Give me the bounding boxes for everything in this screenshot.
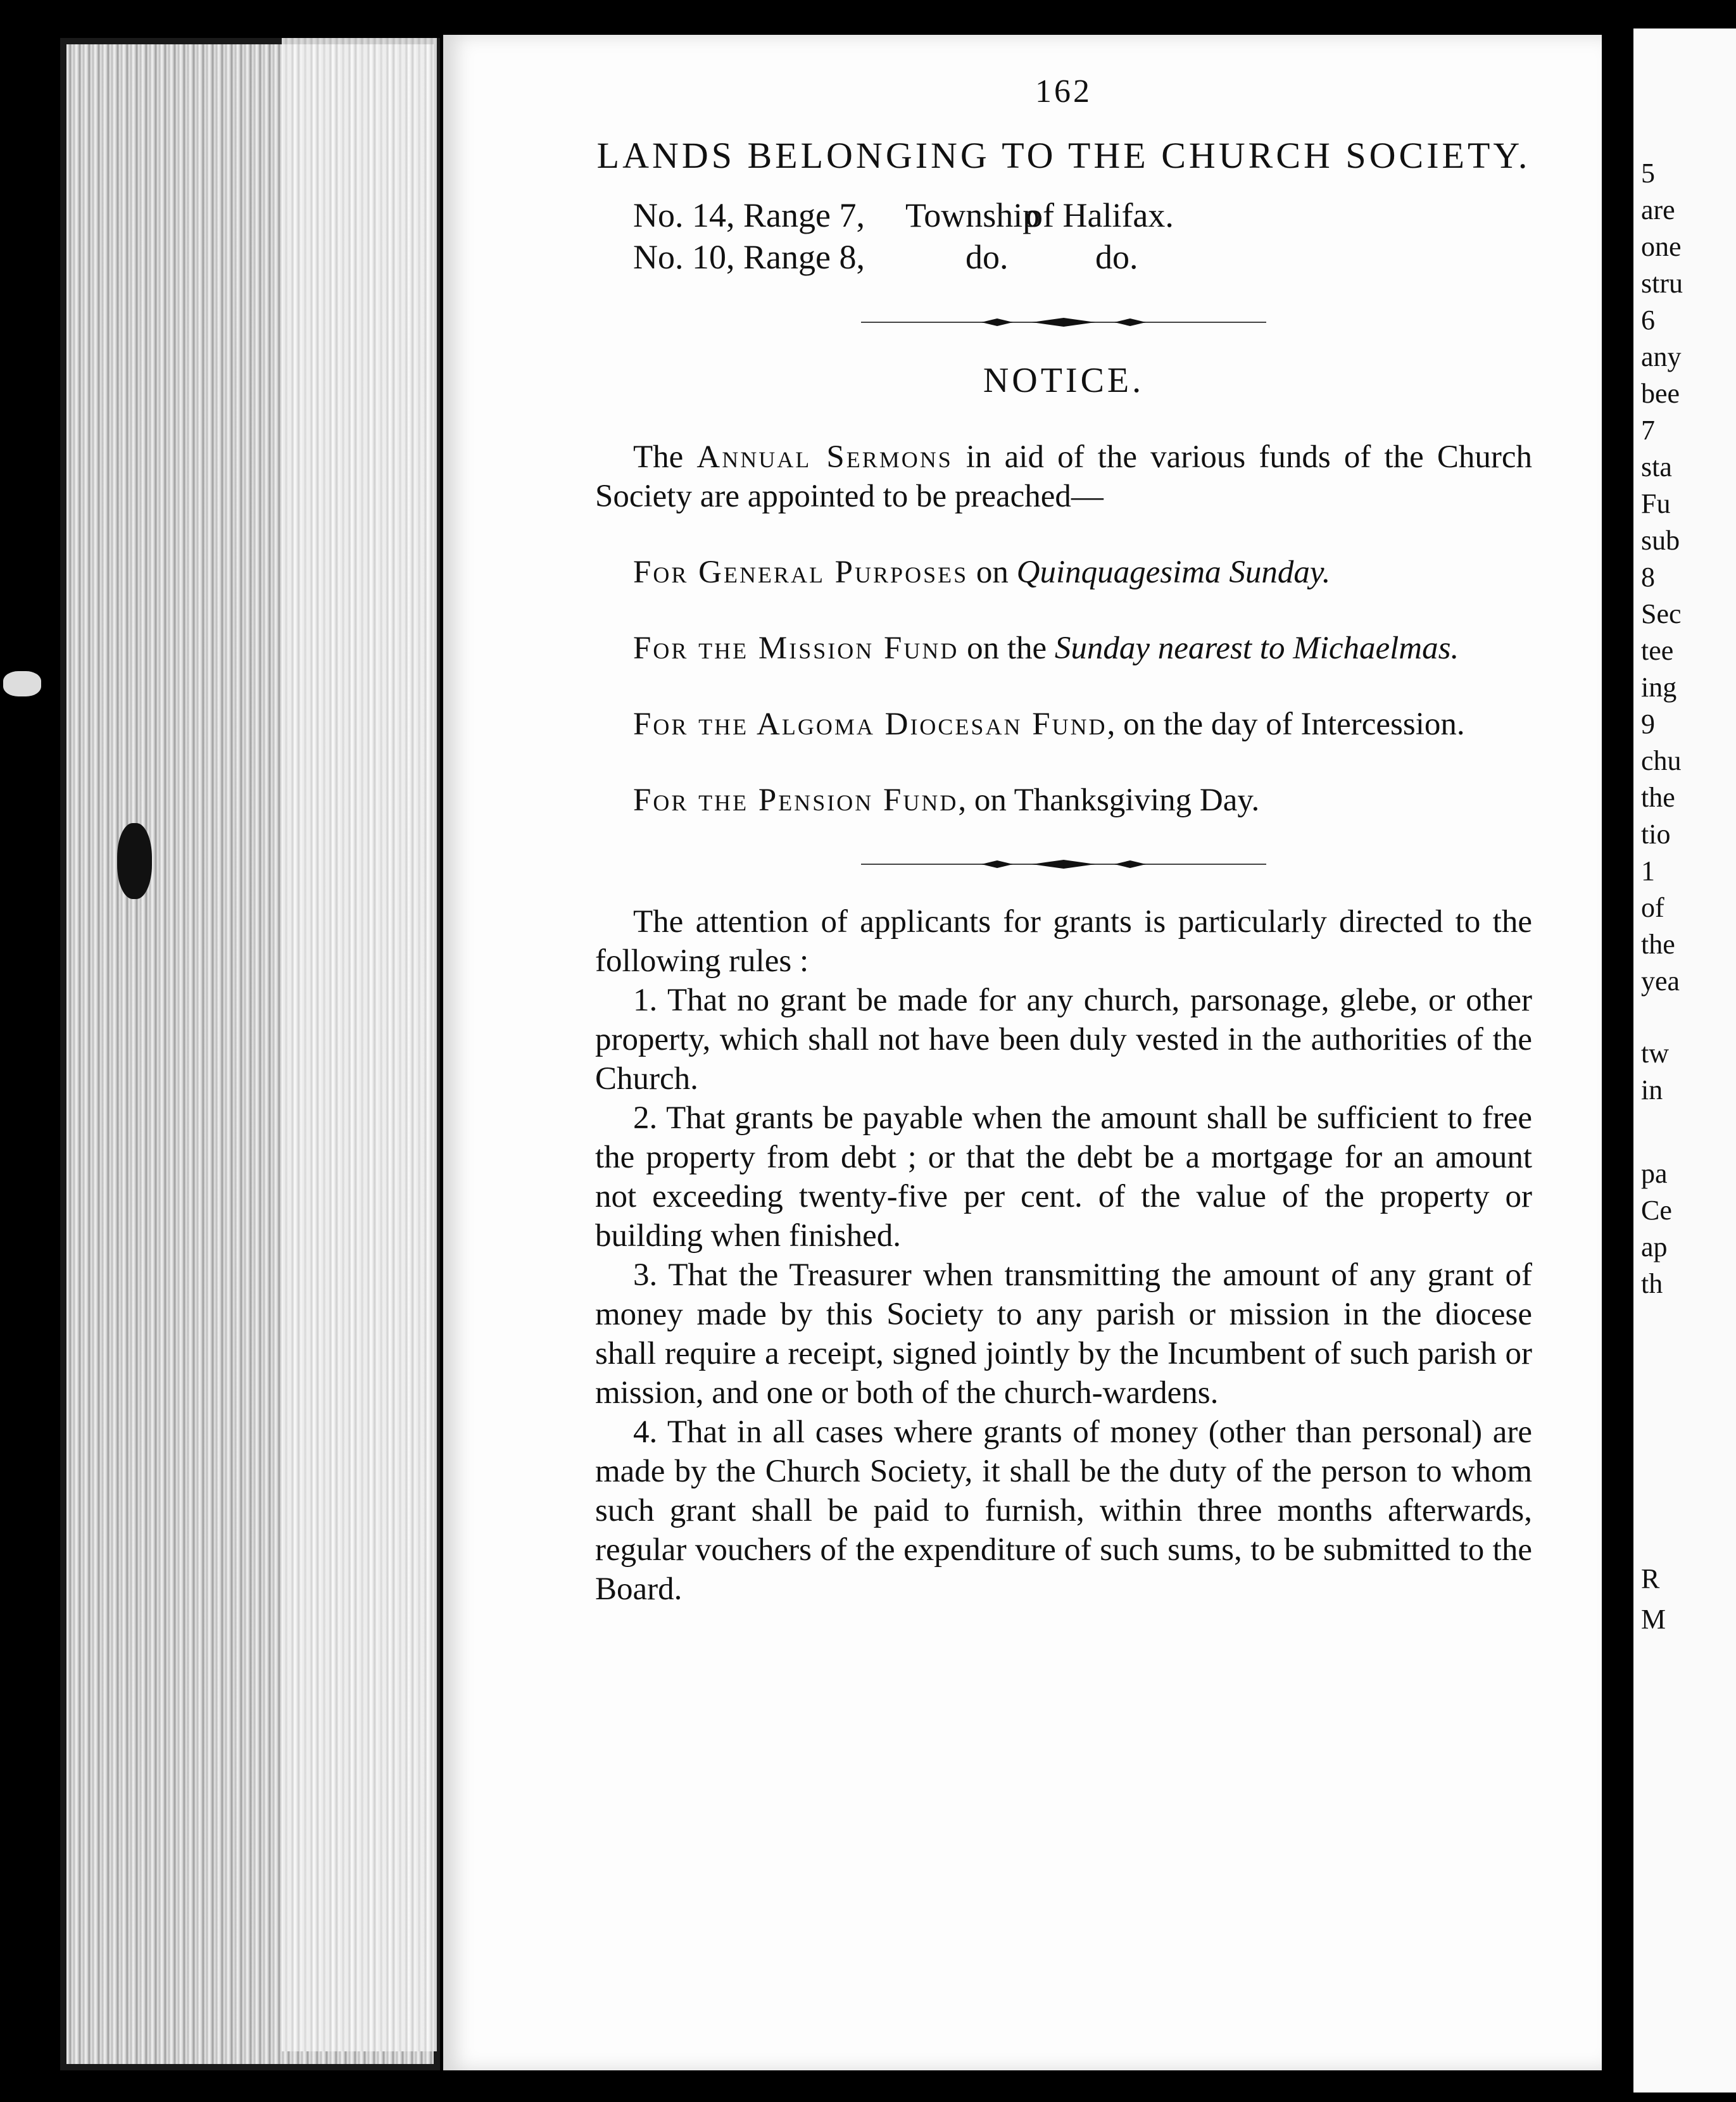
rules-intro: The attention of applicants for grants is particularly directed to the following rules : [595, 904, 1532, 979]
land-lot: No. 14, Range 7, [633, 196, 865, 234]
scan-mark [3, 671, 41, 696]
fragment-text: sub [1641, 525, 1680, 556]
fragment-text: M [1641, 1604, 1666, 1635]
fragment-text: yea [1641, 966, 1680, 997]
notice-heading: NOTICE. [983, 361, 1145, 400]
fragment-text: 7 [1641, 415, 1655, 446]
notice-intro [595, 437, 1532, 516]
fragment-text: any [1641, 341, 1682, 372]
fragment-text: chu [1641, 745, 1682, 776]
page-heading: LANDS BELONGING TO THE CHURCH SOCIETY. [596, 135, 1531, 176]
fragment-text: ing [1641, 672, 1677, 703]
rule-item: 1. That no grant be made for any church, parsonage, glebe, or other property, which shall not have been duly vested in the authorities of the Church. [595, 983, 1532, 1097]
sermon-day: Sunday nearest to Michaelmas. [1054, 631, 1459, 666]
lands-list [633, 194, 1532, 278]
intro-emphasis: Annual Sermons [696, 439, 953, 475]
land-township: do. [965, 238, 1009, 276]
fragment-text: 8 [1641, 562, 1655, 593]
fragment-text: 5 [1641, 158, 1655, 189]
rule-item: 4. That in all cases where grants of money (other than personal) are made by the Church Society, it shall be the duty of the person to whom such grant shall be paid to furnish, within three months afterwards, regular vouchers of the expenditure of such sums, to be submitted to the Board. [595, 1414, 1532, 1607]
page-content [595, 73, 1532, 1609]
sermon-text: , on Thanksgiving Day. [958, 783, 1260, 818]
ink-stain [117, 823, 152, 899]
fragment-text: tw [1641, 1038, 1669, 1069]
sermon-entry [595, 629, 1532, 668]
sermon-pre: For [633, 555, 699, 590]
fragment-text: 9 [1641, 708, 1655, 739]
fragment-text: sta [1641, 451, 1672, 482]
intro-text: The [633, 439, 697, 475]
sermon-day: Quinquagesima Sunday. [1016, 555, 1331, 590]
fragment-text: the [1641, 929, 1675, 960]
fragment-text: are [1641, 194, 1675, 225]
fragment-text: stru [1641, 268, 1683, 299]
sermon-text: on the [959, 631, 1055, 666]
sermon-entry [595, 705, 1532, 744]
sermon-fund: the Algoma Diocesan Fund [698, 707, 1107, 742]
sermon-fund: the Pension Fund [698, 783, 959, 818]
fragment-text: Sec [1641, 598, 1682, 629]
fragment-text: 6 [1641, 305, 1655, 336]
land-place: of Halifax. [1026, 196, 1174, 234]
fragment-text: Fu [1641, 488, 1671, 519]
ornament-divider [595, 316, 1532, 329]
sermon-text: , on the day of Intercession. [1107, 707, 1465, 742]
land-township: Township [905, 196, 1040, 234]
sermon-fund: the Mission Fund [698, 631, 959, 666]
fragment-text: bee [1641, 378, 1680, 409]
fragment-text: th [1641, 1268, 1663, 1299]
fragment-text: of [1641, 892, 1664, 923]
sermon-fund: General Purposes [698, 555, 969, 590]
fragment-text: one [1641, 231, 1682, 262]
rule-item: 2. That grants be payable when the amount shall be sufficient to free the property from debt ; or that the debt be a mortgage for an amount not exceeding twenty-five per cent. of the value of the property or building when finished. [595, 1100, 1532, 1254]
page-number: 162 [1035, 73, 1092, 110]
fragment-text: the [1641, 782, 1675, 813]
fragment-text: R [1641, 1563, 1660, 1594]
left-page [443, 35, 1602, 2070]
fragment-text: 1 [1641, 855, 1655, 886]
rules-section [595, 902, 1532, 1609]
land-entry [633, 194, 1532, 236]
fragment-text: pa [1641, 1158, 1668, 1189]
intro-text: in aid of the various funds of the Church Society are appointed to be preached— [595, 439, 1532, 514]
land-entry [633, 236, 1532, 278]
sermon-entry [595, 781, 1532, 820]
sermon-pre: For [633, 783, 699, 818]
ornament-divider [595, 858, 1532, 871]
book-page-edges-inner [282, 38, 437, 2051]
fragment-text: ap [1641, 1231, 1668, 1262]
sermon-entry [595, 553, 1532, 592]
sermon-pre: For [633, 631, 699, 666]
fragment-text: in [1641, 1074, 1663, 1105]
land-lot: No. 10, Range 8, [633, 238, 865, 276]
fragment-text: tio [1641, 819, 1671, 850]
right-page-fragment [1633, 28, 1736, 2093]
rule-item: 3. That the Treasurer when transmitting the amount of any grant of money made by this Society to any parish or mission in the diocese shall require a receipt, signed jointly by the Incumbent of such parish or mission, and one or both of the church-wardens. [595, 1257, 1532, 1411]
land-place: do. [1095, 238, 1138, 276]
sermon-text: on [968, 555, 1017, 590]
fragment-text: Ce [1641, 1195, 1672, 1226]
fragment-text: tee [1641, 635, 1674, 666]
sermon-pre: For [633, 707, 699, 742]
